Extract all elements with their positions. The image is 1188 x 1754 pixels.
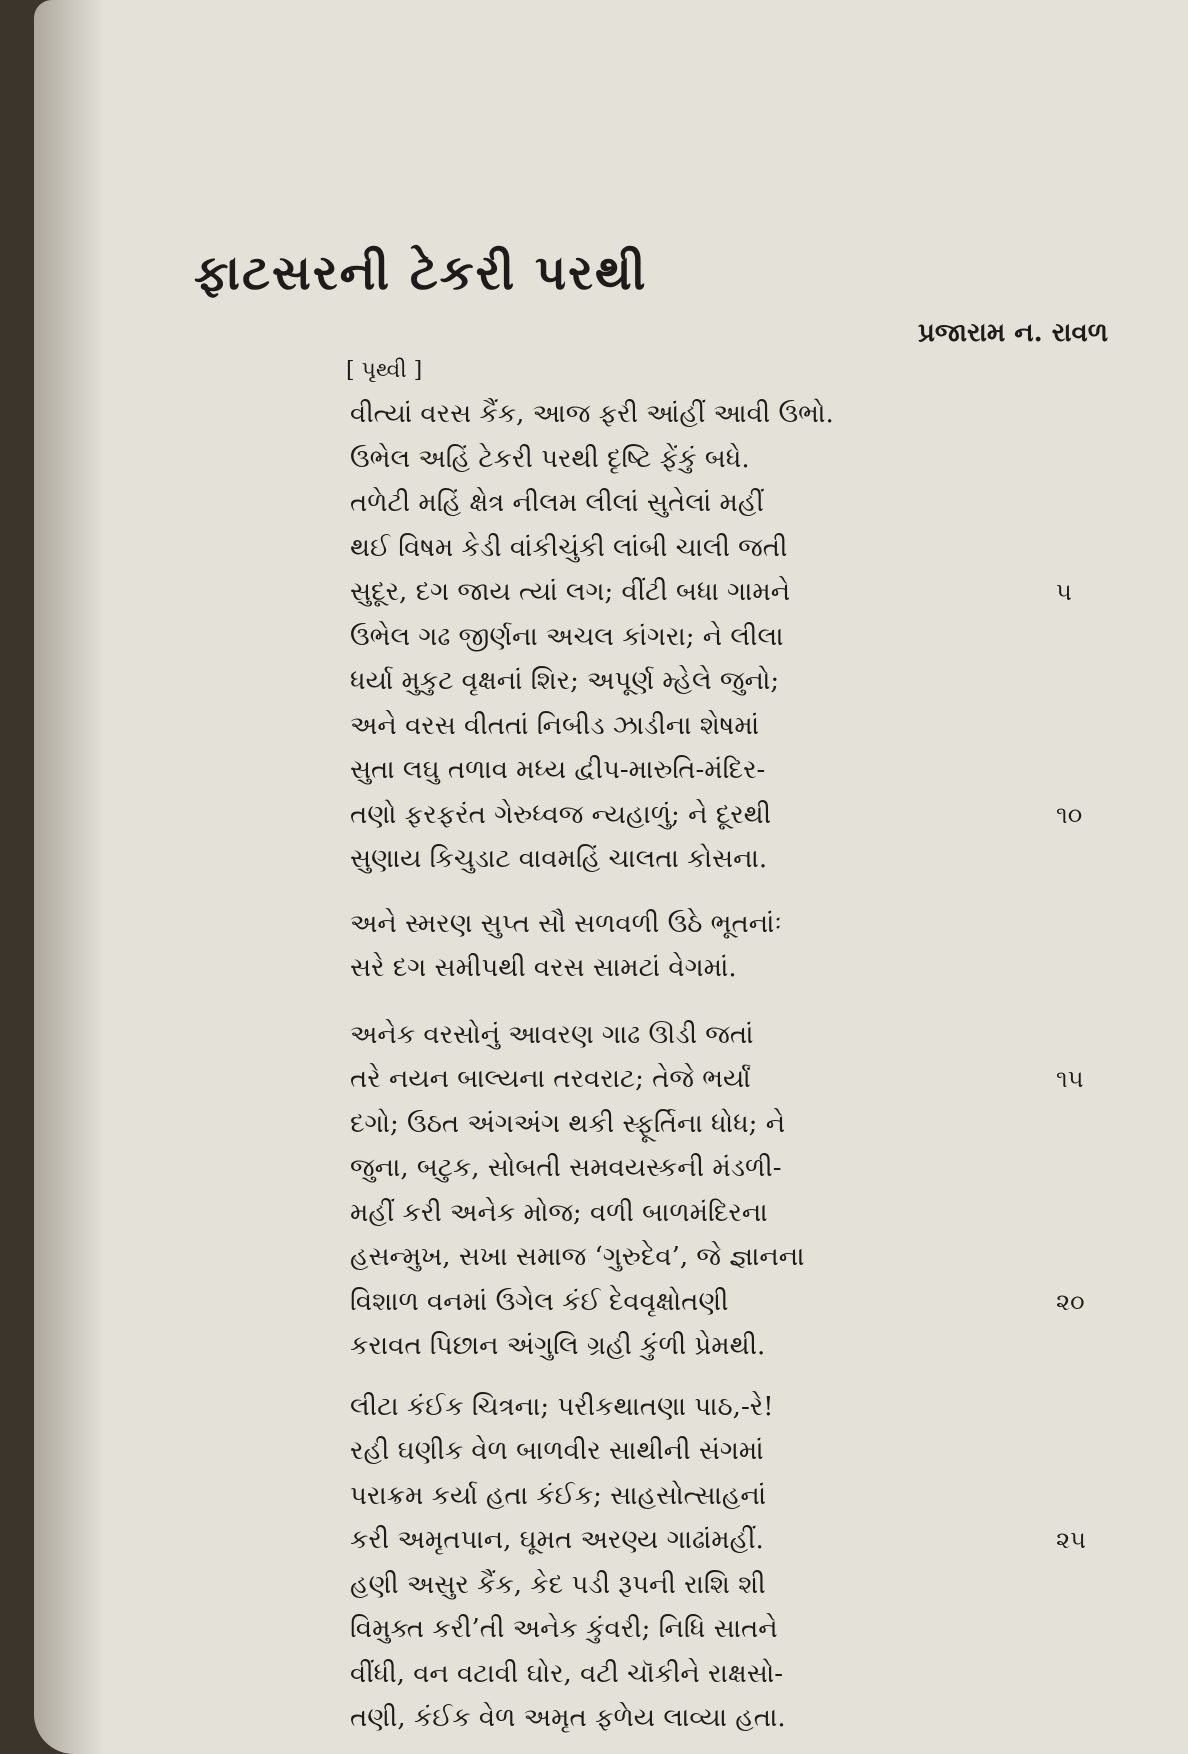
poem-body bbox=[350, 392, 1110, 1754]
poem-line-text: અનેક વરસોનું આવરણ ગાઢ ઊડી જતાં bbox=[350, 1019, 754, 1050]
poem-line-text: તળેટી મહિં ક્ષેત્ર નીલમ લીલાં સુતેલાં મહીં bbox=[350, 488, 764, 518]
poem-title: ફાટસરની ટેકરી પરથી bbox=[194, 245, 648, 301]
poem-line-text: ઉભેલ અહિં ટેકરી પરથી દૃષ્ટિ ફેંકું બધે. bbox=[350, 443, 750, 474]
poem-line-text: સુતા લઘુ તળાવ મધ્ય દ્વીપ-મારુતિ-મંદિર- bbox=[350, 755, 766, 785]
poem-line-text: અને સ્મરણ સુપ્ત સૌ સળવળી ઉઠે ભૂતનાંઃ bbox=[350, 908, 782, 939]
poem-line bbox=[350, 1518, 1110, 1563]
poem-stanza bbox=[350, 1013, 1110, 1369]
poem-line-text: સુદૂર, દગ જાય ત્યાં લગ; વીંટી બધા ગામને bbox=[350, 577, 791, 607]
poem-line-text: હસન્મુખ, સખા સમાજ ‘ગુરુદેવ’, જે જ્ઞાનના bbox=[350, 1242, 805, 1272]
poem-line bbox=[350, 1102, 1110, 1147]
page-gutter-shadow bbox=[34, 0, 104, 1754]
line-number: ૨૫ bbox=[1056, 1526, 1086, 1554]
poem-line bbox=[350, 615, 1110, 660]
poem-line bbox=[350, 1013, 1110, 1058]
poem-line-text: રહી ઘણીક વેળ બાળવીર સાથીની સંગમાં bbox=[350, 1436, 764, 1466]
poem-line-text: કરી અમૃતપાન, ઘૂમત અરણ્ય ગાઢાંમહીં. bbox=[350, 1525, 764, 1555]
poem-line-text: પરાક્રમ કર્યા હતા કંઈક; સાહસોત્સાહનાં bbox=[350, 1480, 767, 1511]
poem-line bbox=[350, 570, 1110, 615]
poem-line bbox=[350, 793, 1110, 838]
poem-line-text: વિમુક્ત કરી’તી અનેક કુંવરી; નિધિ સાતને bbox=[350, 1614, 778, 1644]
poem-line bbox=[350, 1652, 1110, 1697]
poem-line-text: સરે દગ સમીપથી વરસ સામટાં વેગમાં. bbox=[350, 953, 737, 983]
poem-line-text: વીંધી, વન વટાવી ઘોર, વટી ચૉકીને રાક્ષસો- bbox=[350, 1658, 784, 1689]
poem-line-text: ધર્યા મુકુટ વૃક્ષનાં શિર; અપૂર્ણ મ્હેલે જુનો; bbox=[350, 666, 780, 696]
poem-line-text: કરાવત પિછાન અંગુલિ ગ્રહી કુંળી પ્રેમથી. bbox=[350, 1331, 766, 1361]
poem-line bbox=[350, 1563, 1110, 1608]
poem-line-text: સુણાય કિચુડાટ વાવમહિં ચાલતા કોસના. bbox=[350, 844, 768, 874]
poem-line bbox=[350, 902, 1110, 947]
poem-line bbox=[350, 1607, 1110, 1652]
line-number: ૨૦ bbox=[1056, 1287, 1085, 1316]
poem-line-text: તરે નયન બાલ્યના તરવરાટ; તેજે ભર્યાં bbox=[350, 1064, 751, 1094]
poem-line bbox=[350, 748, 1110, 793]
poem-line bbox=[350, 1235, 1110, 1280]
poem-line-text: લીટા કંઈક ચિત્રના; પરીકથાતણા પાઠ,-રે! bbox=[350, 1391, 774, 1422]
poem-line bbox=[350, 659, 1110, 704]
line-number: ૫ bbox=[1056, 578, 1072, 606]
poem-line bbox=[350, 526, 1110, 571]
poem-line bbox=[350, 392, 1110, 437]
poem-line bbox=[350, 1057, 1110, 1102]
poem-line-text: વિશાળ વનમાં ઉગેલ કંઈ દેવવૃક્ષોતણી bbox=[350, 1286, 729, 1317]
poem-line bbox=[350, 481, 1110, 526]
poem-line-text: મહીં કરી અનેક મોજ; વળી બાળમંદિરના bbox=[350, 1197, 768, 1228]
poem-line-text: ઉભેલ ગઢ જીર્ણના અચલ કાંગરા; ને લીલા bbox=[350, 621, 784, 652]
poem-line bbox=[350, 946, 1110, 991]
line-number: ૧૦ bbox=[1056, 800, 1083, 829]
poem-stanza bbox=[350, 1385, 1110, 1741]
poem-line bbox=[350, 1146, 1110, 1191]
poem-line-text: અને વરસ વીતતાં નિબીડ ઝાડીના શેષમાં bbox=[350, 710, 760, 741]
poem-line-text: જુના, બટુક, સોબતી સમવયસ્કની મંડળી- bbox=[350, 1153, 782, 1183]
poem-line bbox=[350, 704, 1110, 749]
poem-stanza bbox=[350, 392, 1110, 882]
poem-line bbox=[350, 437, 1110, 482]
poem-line bbox=[350, 1429, 1110, 1474]
poem-line bbox=[350, 1696, 1110, 1741]
poem-line-text: દગો; ઉઠત અંગઅંગ થકી સ્ફૂર્તિના ધોધ; ને bbox=[350, 1108, 786, 1139]
poem-line-text: હણી અસુર કૈંક, કેદ પડી રૂપની રાશિ શી bbox=[350, 1569, 766, 1600]
poem-line-text: થઈ વિષમ કેડી વાંકીચુંકી લાંબી ચાલી જતી bbox=[350, 532, 788, 563]
poem-meter: [ પૃથ્વી ] bbox=[346, 358, 423, 383]
poem-stanza bbox=[350, 902, 1110, 991]
poem-line bbox=[350, 1385, 1110, 1430]
poem-line-text: તણી, કંઈક વેળ અમૃત ફળેય લાવ્યા હતા. bbox=[350, 1703, 786, 1733]
poem-line bbox=[350, 1474, 1110, 1519]
poem-line bbox=[350, 1280, 1110, 1325]
poem-author: પ્રજારામ ન. રાવળ bbox=[918, 318, 1108, 348]
poem-line bbox=[350, 1191, 1110, 1236]
poem-line-text: તણો ફરફરંત ગેરુધ્વજ ન્યહાળું; ને દૂરથી bbox=[350, 799, 772, 830]
line-number: ૧૫ bbox=[1056, 1065, 1084, 1093]
book-page bbox=[34, 0, 1188, 1754]
poem-line-text: વીત્યાં વરસ કૈંક, આજ ફરી આંહીં આવી ઉભો. bbox=[350, 399, 834, 429]
poem-line bbox=[350, 837, 1110, 882]
poem-line bbox=[350, 1324, 1110, 1369]
